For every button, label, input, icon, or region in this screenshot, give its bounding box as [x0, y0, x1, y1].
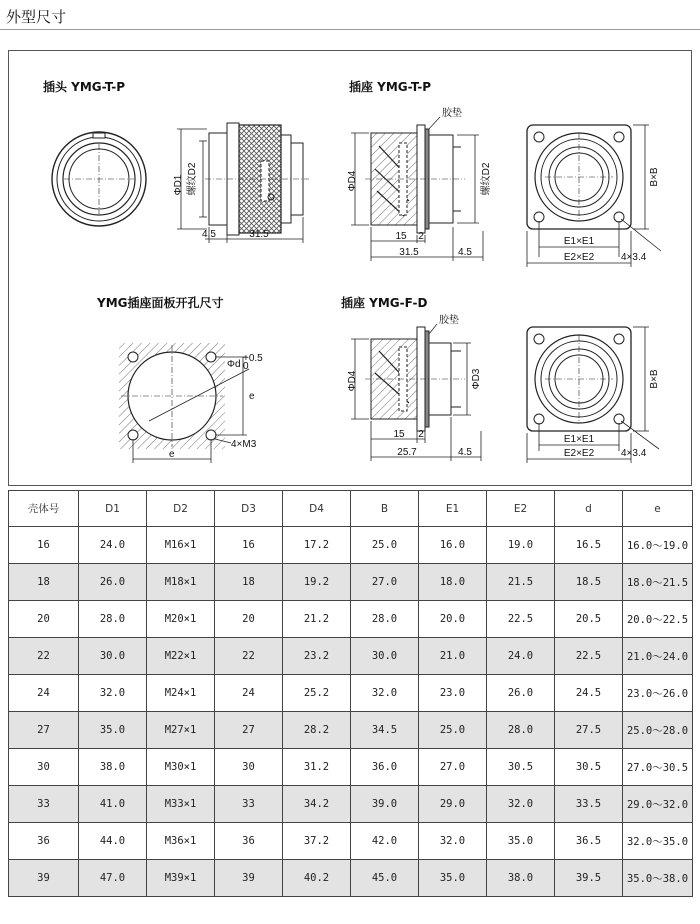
header-e-small: e [623, 491, 693, 527]
header-e1: E1 [419, 491, 487, 527]
front-tp-view [527, 125, 631, 229]
dimension-table [8, 490, 693, 897]
table-cell: 18.5 [555, 564, 623, 601]
table-cell: 33 [215, 786, 283, 823]
front-tp-e2-label: E2×E2 [563, 252, 595, 263]
socket-fd-dim-15: 15 [393, 429, 405, 440]
table-cell: 30.5 [487, 749, 555, 786]
table-cell: 39.5 [555, 860, 623, 897]
table-cell: 19.0 [487, 527, 555, 564]
table-cell: 42.0 [351, 823, 419, 860]
socket-tp-heading: 插座 YMG-T-P [349, 80, 432, 94]
panel-e-bottom-label: e [169, 449, 175, 460]
table-cell: 44.0 [79, 823, 147, 860]
table-cell: 22.5 [487, 601, 555, 638]
socket-tp-dim-15: 15 [395, 231, 407, 242]
table-cell: M39×1 [147, 860, 215, 897]
table-cell: 21.0 [419, 638, 487, 675]
header-e2: E2 [487, 491, 555, 527]
table-cell: 33.5 [555, 786, 623, 823]
table-cell: 28.0 [487, 712, 555, 749]
table-cell: 36.0 [351, 749, 419, 786]
table-cell: 16.5 [555, 527, 623, 564]
table-cell: 18.0～21.5 [623, 564, 693, 601]
table-cell: 31.2 [283, 749, 351, 786]
table-cell: 20.0～22.5 [623, 601, 693, 638]
table-row [9, 786, 693, 823]
front-fd-view [527, 327, 631, 431]
plug-d1-label: ΦD1 [173, 174, 184, 196]
table-cell: 19.2 [283, 564, 351, 601]
table-cell: 20.5 [555, 601, 623, 638]
table-cell: 27 [9, 712, 79, 749]
panel-holes-label: 4×M3 [231, 439, 257, 450]
table-cell: 16.0 [419, 527, 487, 564]
technical-drawings [9, 51, 693, 487]
table-cell: 16 [9, 527, 79, 564]
panel-tolerance-upper: +0.5 [243, 353, 263, 364]
table-cell: 32.0 [351, 675, 419, 712]
socket-tp-dim-2: 2 [418, 231, 424, 242]
table-row [9, 601, 693, 638]
table-header-row [9, 491, 693, 527]
panel-e-right-label: e [249, 391, 255, 402]
socket-tp-dim-31-5: 31.5 [399, 247, 419, 258]
front-fd-holes-label: 4×3.4 [621, 448, 647, 459]
socket-fd-d3-label: ΦD3 [471, 368, 482, 390]
table-cell: 30 [215, 749, 283, 786]
table-cell: 29.0 [419, 786, 487, 823]
table-row [9, 823, 693, 860]
table-cell: 45.0 [351, 860, 419, 897]
table-cell: 30 [9, 749, 79, 786]
table-cell: 22 [215, 638, 283, 675]
front-fd-bxb-label: B×B [649, 369, 660, 389]
table-cell: 27.0 [351, 564, 419, 601]
panel-phi-d-label: Φd [227, 359, 241, 370]
socket-tp-d2-label: 螺纹D2 [481, 162, 492, 196]
plug-heading: 插头 YMG-T-P [43, 80, 126, 94]
table-cell: 34.5 [351, 712, 419, 749]
table-cell: 30.0 [351, 638, 419, 675]
table-cell: 24.0 [487, 638, 555, 675]
front-tp-holes-label: 4×3.4 [621, 252, 647, 263]
title-divider [0, 29, 700, 30]
table-cell: 18 [9, 564, 79, 601]
table-cell: 24 [215, 675, 283, 712]
table-cell: 36 [9, 823, 79, 860]
plug-side-view [205, 123, 309, 235]
plug-front-view [52, 132, 146, 226]
table-cell: 20 [215, 601, 283, 638]
header-shell-size: 壳体号 [9, 491, 79, 527]
table-cell: 39 [9, 860, 79, 897]
table-cell: M16×1 [147, 527, 215, 564]
table-cell: 39 [215, 860, 283, 897]
table-cell: 28.2 [283, 712, 351, 749]
table-body [9, 527, 693, 897]
table-cell: 29.0～32.0 [623, 786, 693, 823]
socket-fd-dim-4-5: 4.5 [458, 447, 472, 458]
drawing-frame [8, 50, 692, 486]
table-cell: 38.0 [79, 749, 147, 786]
table-cell: 23.2 [283, 638, 351, 675]
header-d1: D1 [79, 491, 147, 527]
table-cell: 35.0 [487, 823, 555, 860]
table-cell: 25.0 [419, 712, 487, 749]
table-row [9, 527, 693, 564]
table-cell: 21.2 [283, 601, 351, 638]
header-d4: D4 [283, 491, 351, 527]
table-cell: 30.0 [79, 638, 147, 675]
table-cell: 36 [215, 823, 283, 860]
socket-fd-dim-2: 2 [418, 429, 424, 440]
table-cell: 21.0～24.0 [623, 638, 693, 675]
front-tp-e1-label: E1×E1 [563, 236, 595, 247]
table-cell: 22 [9, 638, 79, 675]
plug-dim-4-5: 4.5 [202, 229, 216, 240]
socket-tp-gasket-label: 胶垫 [442, 108, 462, 119]
table-cell: 25.0～28.0 [623, 712, 693, 749]
table-cell: 18.0 [419, 564, 487, 601]
table-cell: M30×1 [147, 749, 215, 786]
table-cell: 35.0 [79, 712, 147, 749]
header-d-small: d [555, 491, 623, 527]
table-cell: 24.0 [79, 527, 147, 564]
table-cell: 26.0 [487, 675, 555, 712]
table-cell: 16 [215, 527, 283, 564]
table-cell: 26.0 [79, 564, 147, 601]
socket-fd-gasket-label: 胶垫 [439, 315, 459, 326]
socket-tp-d4-label: ΦD4 [347, 170, 358, 192]
table-cell: 27.5 [555, 712, 623, 749]
table-cell: 39.0 [351, 786, 419, 823]
table-cell: 47.0 [79, 860, 147, 897]
table-cell: M24×1 [147, 675, 215, 712]
table-cell: 23.0 [419, 675, 487, 712]
table-cell: 35.0～38.0 [623, 860, 693, 897]
header-d3: D3 [215, 491, 283, 527]
socket-fd-heading: 插座 YMG-F-D [341, 296, 428, 310]
socket-tp-side-view [365, 125, 465, 233]
table-cell: 28.0 [79, 601, 147, 638]
socket-fd-drawing [341, 295, 482, 461]
table-cell: 24.5 [555, 675, 623, 712]
table-cell: 25.0 [351, 527, 419, 564]
table-cell: 32.0 [79, 675, 147, 712]
table-cell: 32.0～35.0 [623, 823, 693, 860]
table-cell: 27 [215, 712, 283, 749]
table-cell: 40.2 [283, 860, 351, 897]
table-cell: M20×1 [147, 601, 215, 638]
table-row [9, 638, 693, 675]
table-cell: 25.2 [283, 675, 351, 712]
table-cell: M27×1 [147, 712, 215, 749]
table-cell: 30.5 [555, 749, 623, 786]
table-cell: 23.0～26.0 [623, 675, 693, 712]
panel-tolerance-lower: 0 [243, 361, 249, 372]
front-fd-drawing [527, 327, 660, 463]
table-row [9, 675, 693, 712]
table-cell: 17.2 [283, 527, 351, 564]
table-cell: M36×1 [147, 823, 215, 860]
table-cell: M33×1 [147, 786, 215, 823]
socket-fd-dim-25-7: 25.7 [397, 447, 417, 458]
header-b: B [351, 491, 419, 527]
table-cell: 27.0 [419, 749, 487, 786]
table-cell: M22×1 [147, 638, 215, 675]
plug-drawing [43, 79, 309, 243]
table-cell: 22.5 [555, 638, 623, 675]
front-tp-bxb-label: B×B [649, 167, 660, 187]
table-cell: 37.2 [283, 823, 351, 860]
table-cell: 24 [9, 675, 79, 712]
table-row [9, 564, 693, 601]
table-row [9, 860, 693, 897]
socket-fd-d4-label: ΦD4 [347, 370, 358, 392]
front-tp-drawing [527, 125, 661, 267]
plug-d2-label: 螺纹D2 [187, 162, 198, 196]
table-cell: 38.0 [487, 860, 555, 897]
table-cell: 33 [9, 786, 79, 823]
panel-heading: YMG插座面板开孔尺寸 [97, 296, 224, 310]
table-cell: 21.5 [487, 564, 555, 601]
table-cell: 32.0 [419, 823, 487, 860]
panel-cutout-drawing [96, 295, 263, 463]
table-cell: 28.0 [351, 601, 419, 638]
page-title: 外型尺寸 [6, 8, 67, 26]
table-cell: M18×1 [147, 564, 215, 601]
table-cell: 36.5 [555, 823, 623, 860]
socket-tp-drawing [347, 79, 492, 261]
socket-tp-dim-4-5: 4.5 [458, 247, 472, 258]
table-cell: 16.0～19.0 [623, 527, 693, 564]
table-row [9, 749, 693, 786]
table-cell: 41.0 [79, 786, 147, 823]
plug-dim-31-5: 31.5 [249, 229, 269, 240]
table-cell: 27.0～30.5 [623, 749, 693, 786]
front-fd-e1-label: E1×E1 [563, 434, 595, 445]
table-cell: 32.0 [487, 786, 555, 823]
table-cell: 20 [9, 601, 79, 638]
table-cell: 18 [215, 564, 283, 601]
table-cell: 35.0 [419, 860, 487, 897]
table-cell: 20.0 [419, 601, 487, 638]
socket-fd-side-view [365, 327, 465, 431]
table-cell: 34.2 [283, 786, 351, 823]
header-d2: D2 [147, 491, 215, 527]
table-row [9, 712, 693, 749]
front-fd-e2-label: E2×E2 [563, 448, 595, 459]
